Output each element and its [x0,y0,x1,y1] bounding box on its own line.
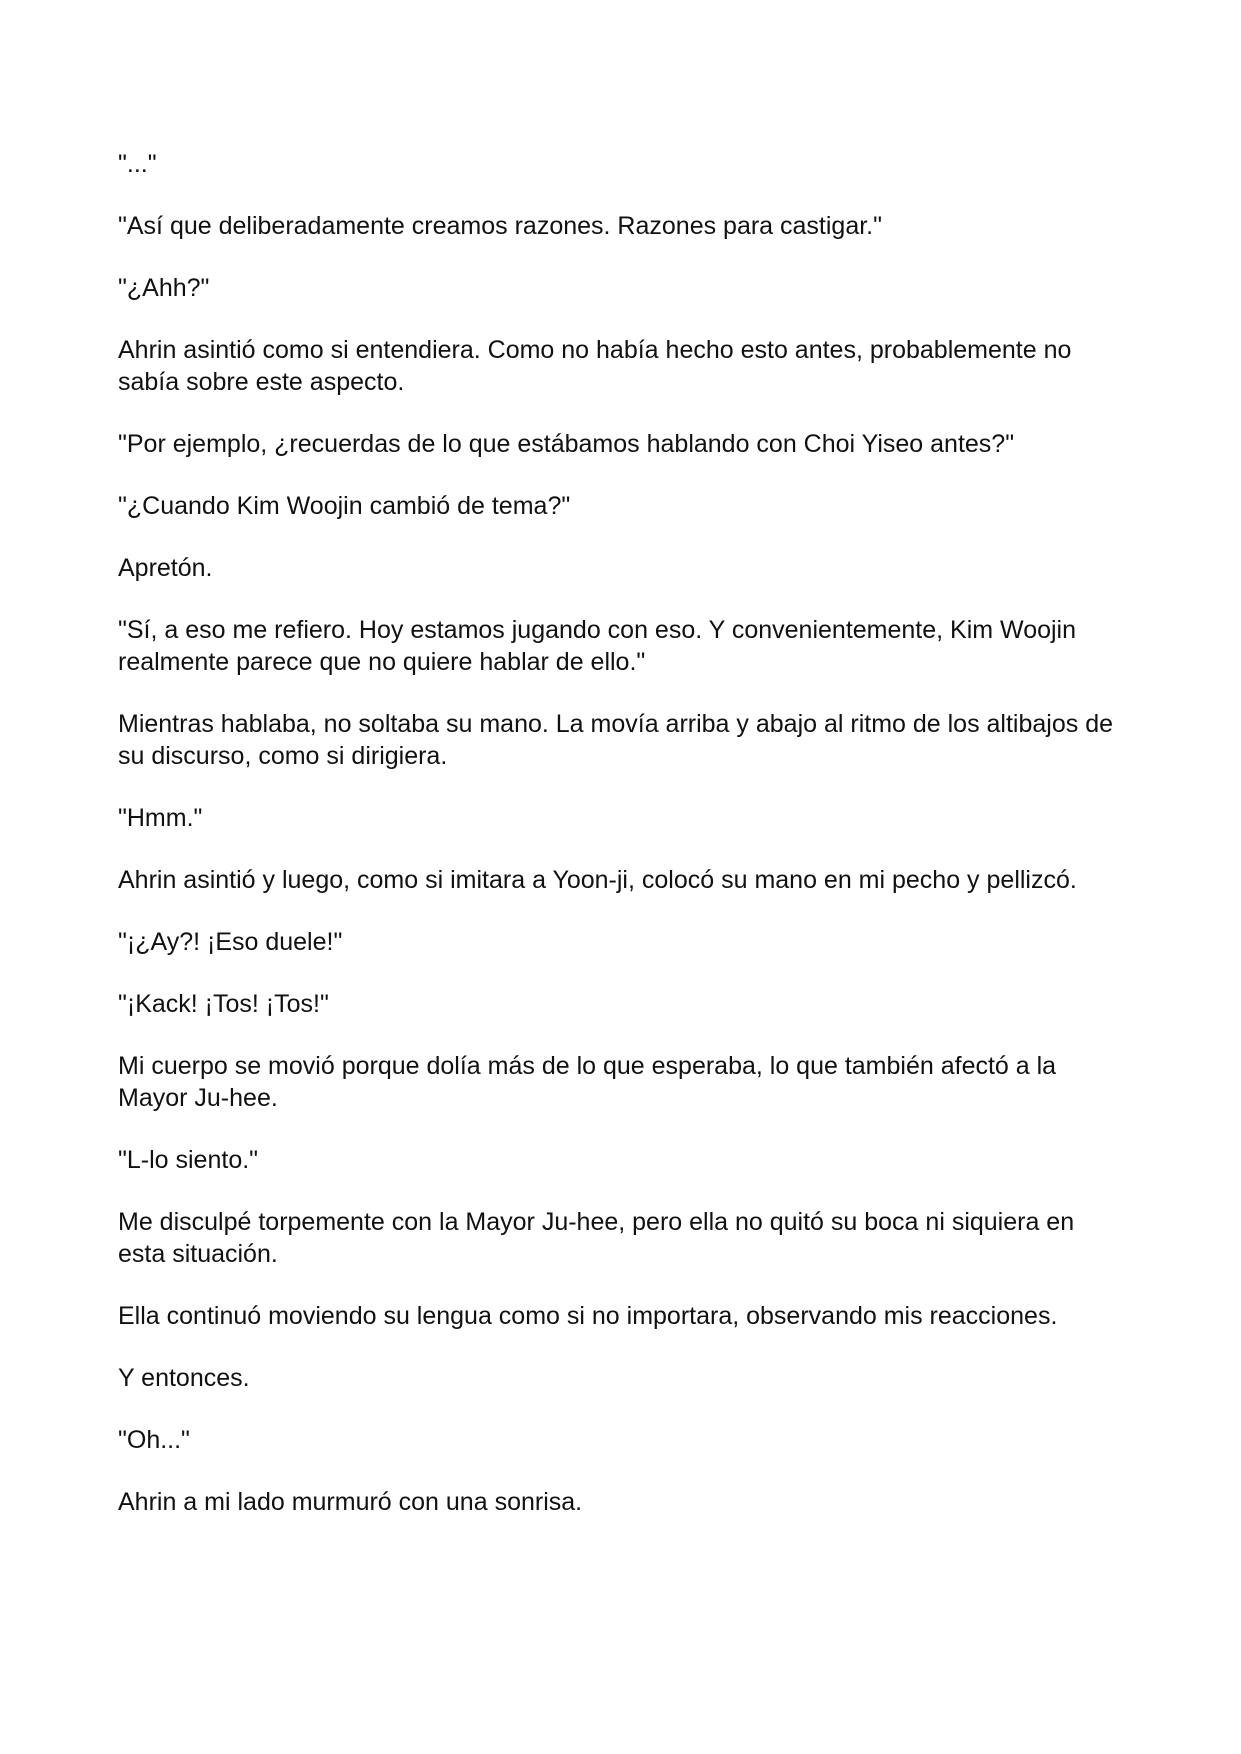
paragraph: "¡Kack! ¡Tos! ¡Tos!" [118,990,329,1018]
paragraph: Me disculpé torpemente con la Mayor Ju-hee, pero ella no quitó su boca ni siquiera en esta situación. [118,1208,1075,1268]
paragraph: "Hmm." [118,804,203,832]
paragraph: Ella continuó moviendo su lengua como si no importara, observando mis reacciones. [118,1302,1058,1330]
paragraph: Ahrin a mi lado murmuró con una sonrisa. [118,1488,583,1516]
paragraph: Mi cuerpo se movió porque dolía más de lo que esperaba, lo que también afectó a la Mayor Ju-hee. [118,1052,1057,1112]
paragraph: "Oh..." [118,1426,190,1454]
paragraph: Apretón. [118,554,213,582]
paragraph: "Así que deliberadamente creamos razones. Razones para castigar." [118,212,883,240]
paragraph: Y entonces. [118,1364,250,1392]
paragraph: "Por ejemplo, ¿recuerdas de lo que estábamos hablando con Choi Yiseo antes?" [118,430,1015,458]
paragraph: Ahrin asintió y luego, como si imitara a Yoon-ji, colocó su mano en mi pecho y pellizcó. [118,866,1077,894]
paragraph: "¡¿Ay?! ¡Eso duele!" [118,928,343,956]
document-body [118,148,1128,1548]
paragraph: "¿Ahh?" [118,274,210,302]
paragraph: "L-lo siento." [118,1146,259,1174]
paragraph: Ahrin asintió como si entendiera. Como no había hecho esto antes, probablemente no sabía sobre este aspecto. [118,336,1072,396]
paragraph: "Sí, a eso me refiero. Hoy estamos jugando con eso. Y convenientemente, Kim Woojin realmente parece que no quiere hablar de ello." [118,616,1077,676]
paragraph: "..." [118,150,157,178]
paragraph: Mientras hablaba, no soltaba su mano. La movía arriba y abajo al ritmo de los altibajos de su discurso, como si dirigiera. [118,710,1114,770]
paragraph: "¿Cuando Kim Woojin cambió de tema?" [118,492,571,520]
